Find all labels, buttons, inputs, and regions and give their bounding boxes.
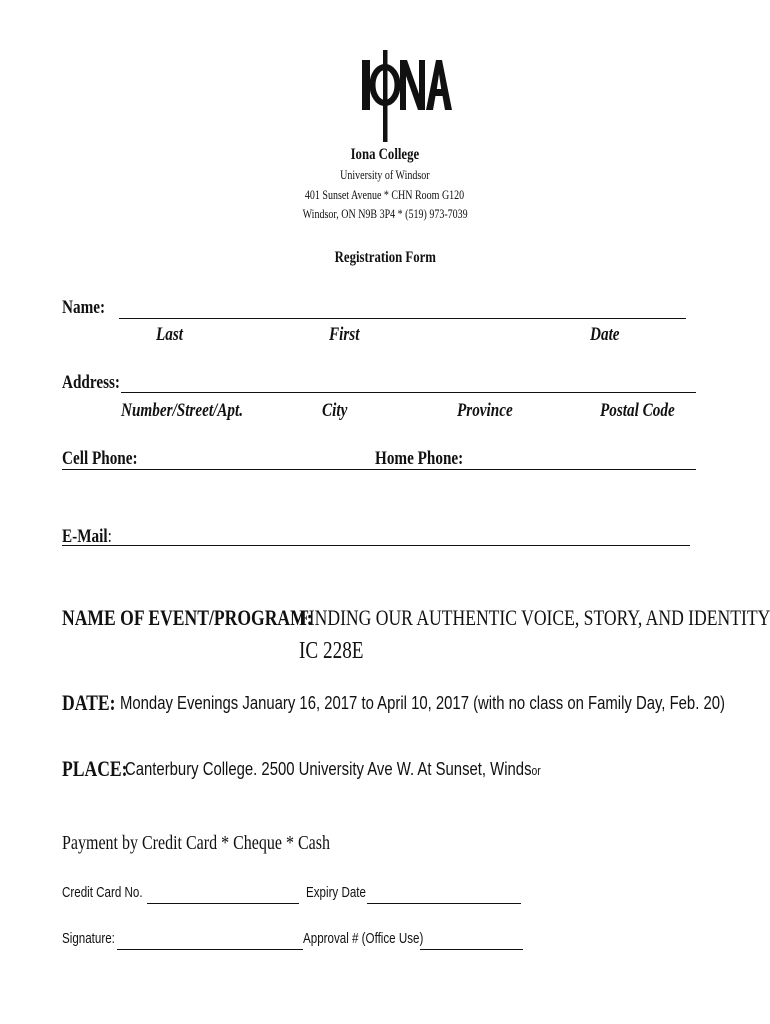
date-value: Monday Evenings January 16, 2017 to April 10, 2017 (with no class on Family Day, Feb. 20) — [120, 692, 725, 713]
college-name: Iona College — [350, 146, 420, 163]
college-city-phone: Windsor, ON N9B 3P4 * (519) 973-7039 — [302, 207, 468, 221]
address-city-caption: City — [322, 400, 348, 421]
name-label: Name: — [62, 297, 106, 318]
event-title: FINDING OUR AUTHENTIC VOICE, STORY, AND IDENTITY — [299, 605, 770, 630]
expiry-date-label: Expiry Date — [306, 885, 366, 901]
expiry-date-field[interactable] — [367, 903, 521, 904]
home-phone-label: Home Phone: — [375, 448, 464, 469]
address-street-caption: Number/Street/Apt. — [121, 400, 244, 421]
form-title: Registration Form — [334, 249, 436, 266]
credit-card-label: Credit Card No. — [62, 885, 143, 901]
approval-label: Approval # (Office Use) — [303, 931, 424, 947]
email-field[interactable] — [62, 545, 690, 546]
date-label: DATE: — [62, 690, 116, 715]
university-name: University of Windsor — [340, 168, 430, 182]
name-field[interactable] — [119, 318, 686, 319]
name-date-caption: Date — [590, 324, 620, 345]
approval-field[interactable] — [420, 949, 523, 950]
event-label: NAME OF EVENT/PROGRAM: — [62, 605, 313, 630]
email-label: E-Mail: — [62, 526, 112, 547]
event-code: IC 228E — [299, 638, 364, 664]
address-field[interactable] — [121, 392, 696, 393]
address-postal-caption: Postal Code — [600, 400, 675, 421]
iona-cross-icon — [356, 50, 456, 144]
iona-logo — [356, 50, 456, 144]
address-label: Address: — [62, 372, 120, 393]
place-label: PLACE: — [62, 756, 128, 781]
name-last-caption: Last — [156, 324, 184, 345]
signature-label: Signature: — [62, 931, 115, 947]
name-first-caption: First — [329, 324, 360, 345]
address-province-caption: Province — [457, 400, 513, 421]
cell-phone-label: Cell Phone: — [62, 448, 138, 469]
place-value: Canterbury College. 2500 University Ave W. At Sunset, Windsor — [125, 758, 541, 779]
payment-methods: Payment by Credit Card * Cheque * Cash — [62, 832, 330, 854]
signature-field[interactable] — [117, 949, 303, 950]
college-address: 401 Sunset Avenue * CHN Room G120 — [305, 188, 465, 202]
credit-card-field[interactable] — [147, 903, 299, 904]
